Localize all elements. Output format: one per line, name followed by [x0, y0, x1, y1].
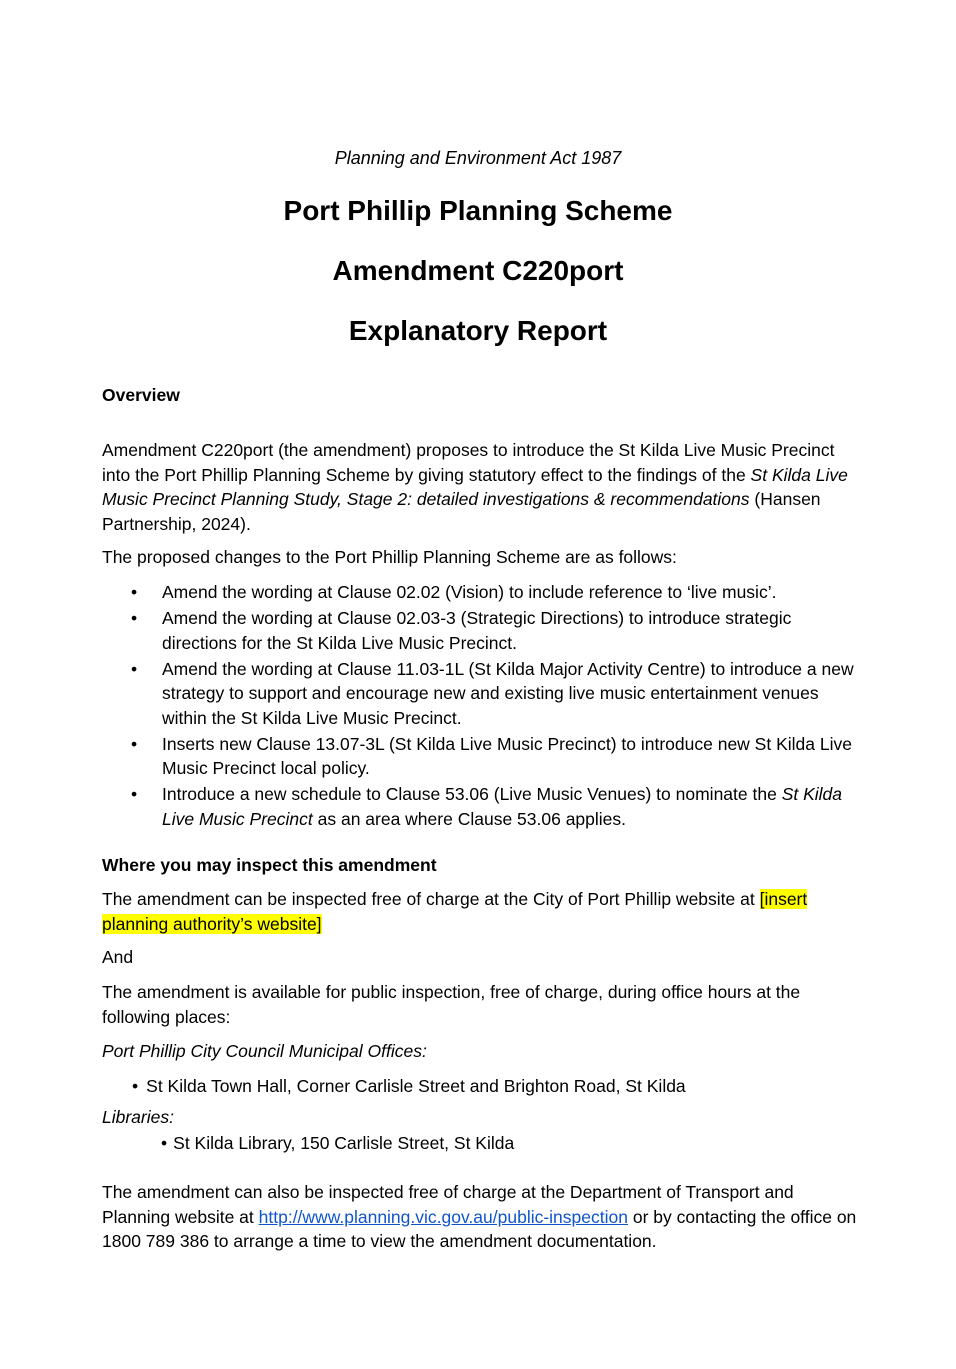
council-label: Port Phillip City Council Municipal Offices: [102, 1041, 427, 1061]
bullet-icon: • [132, 1076, 139, 1096]
list-item: • Introduce a new schedule to Clause 53.06 (Live Music Venues) to nominate the St Kilda Live Music Precinct as an area where Clause 53.06 applies. [131, 784, 842, 829]
bullet-icon: • [161, 1133, 168, 1153]
overview-paragraph [102, 438, 862, 536]
inspect-paragraph: The amendment can be inspected free of charge at the City of Port Phillip website at [insert planning authority’s website] [102, 889, 808, 934]
overview-text-b: (Hansen Partnership, 2024). [102, 489, 821, 534]
overview-text-a: Amendment C220port (the amendment) proposes to introduce the St Kilda Live Music Precinct into the Port Phillip Planning Scheme by giving statutory effect to the findings of the [102, 440, 835, 485]
availability-paragraph: The amendment is available for public inspection, free of charge, during office hours at the following places: [102, 982, 801, 1027]
libraries-label: Libraries: [102, 1107, 174, 1127]
overview-heading: Overview [102, 385, 180, 405]
list-item: • Inserts new Clause 13.07-3L (St Kilda Live Music Precinct) to introduce new St Kilda Live Music Precinct local policy. [131, 733, 852, 778]
website-placeholder: [insert planning authority’s website] [102, 889, 808, 934]
changes-list [102, 580, 862, 833]
scheme-title: Port Phillip Planning Scheme [283, 195, 673, 226]
bullet-icon: • [131, 608, 138, 628]
library-list-item: • St Kilda Library, 150 Carlisle Street, St Kilda [161, 1133, 515, 1153]
bullet-icon: • [131, 733, 138, 754]
inspect-heading: Where you may inspect this amendment [102, 855, 437, 875]
and-text: And [102, 947, 134, 967]
study-title: St Kilda Live Music Precinct Planning Study, Stage 2: detailed investigations & recommendations [102, 464, 848, 509]
list-item: • Amend the wording at Clause 11.03-1L (St Kilda Major Activity Centre) to introduce a new strategy to support and encourage new and existing live music entertainment venues within the St Kilda Live Music Precinct. [131, 658, 854, 728]
report-title: Explanatory Report [348, 315, 608, 346]
dtp-paragraph: The amendment can also be inspected free of charge at the Department of Transport and Planning website at http://www.planning.vic.gov.au/public-inspection or by contacting the office on 1800 789 386 to arrange a time to view the amendment documentation. [102, 1182, 857, 1251]
amendment-title: Amendment C220port [332, 255, 624, 286]
bullet-icon: • [131, 784, 138, 804]
bullet-icon: • [131, 658, 138, 679]
council-list-item: • St Kilda Town Hall, Corner Carlisle Street and Brighton Road, St Kilda [132, 1076, 686, 1096]
planning-website-link[interactable]: http://www.planning.vic.gov.au/public-inspection [258, 1206, 628, 1227]
act-name: Planning and Environment Act 1987 [334, 148, 622, 168]
list-item: • Amend the wording at Clause 02.02 (Vision) to include reference to ‘live music’. [102, 580, 862, 605]
list-item: • Amend the wording at Clause 02.03-3 (Strategic Directions) to introduce strategic directions for the St Kilda Live Music Precinct. [131, 608, 792, 653]
bullet-icon: • [131, 582, 138, 602]
changes-intro: The proposed changes to the Port Phillip Planning Scheme are as follows: [102, 547, 677, 567]
